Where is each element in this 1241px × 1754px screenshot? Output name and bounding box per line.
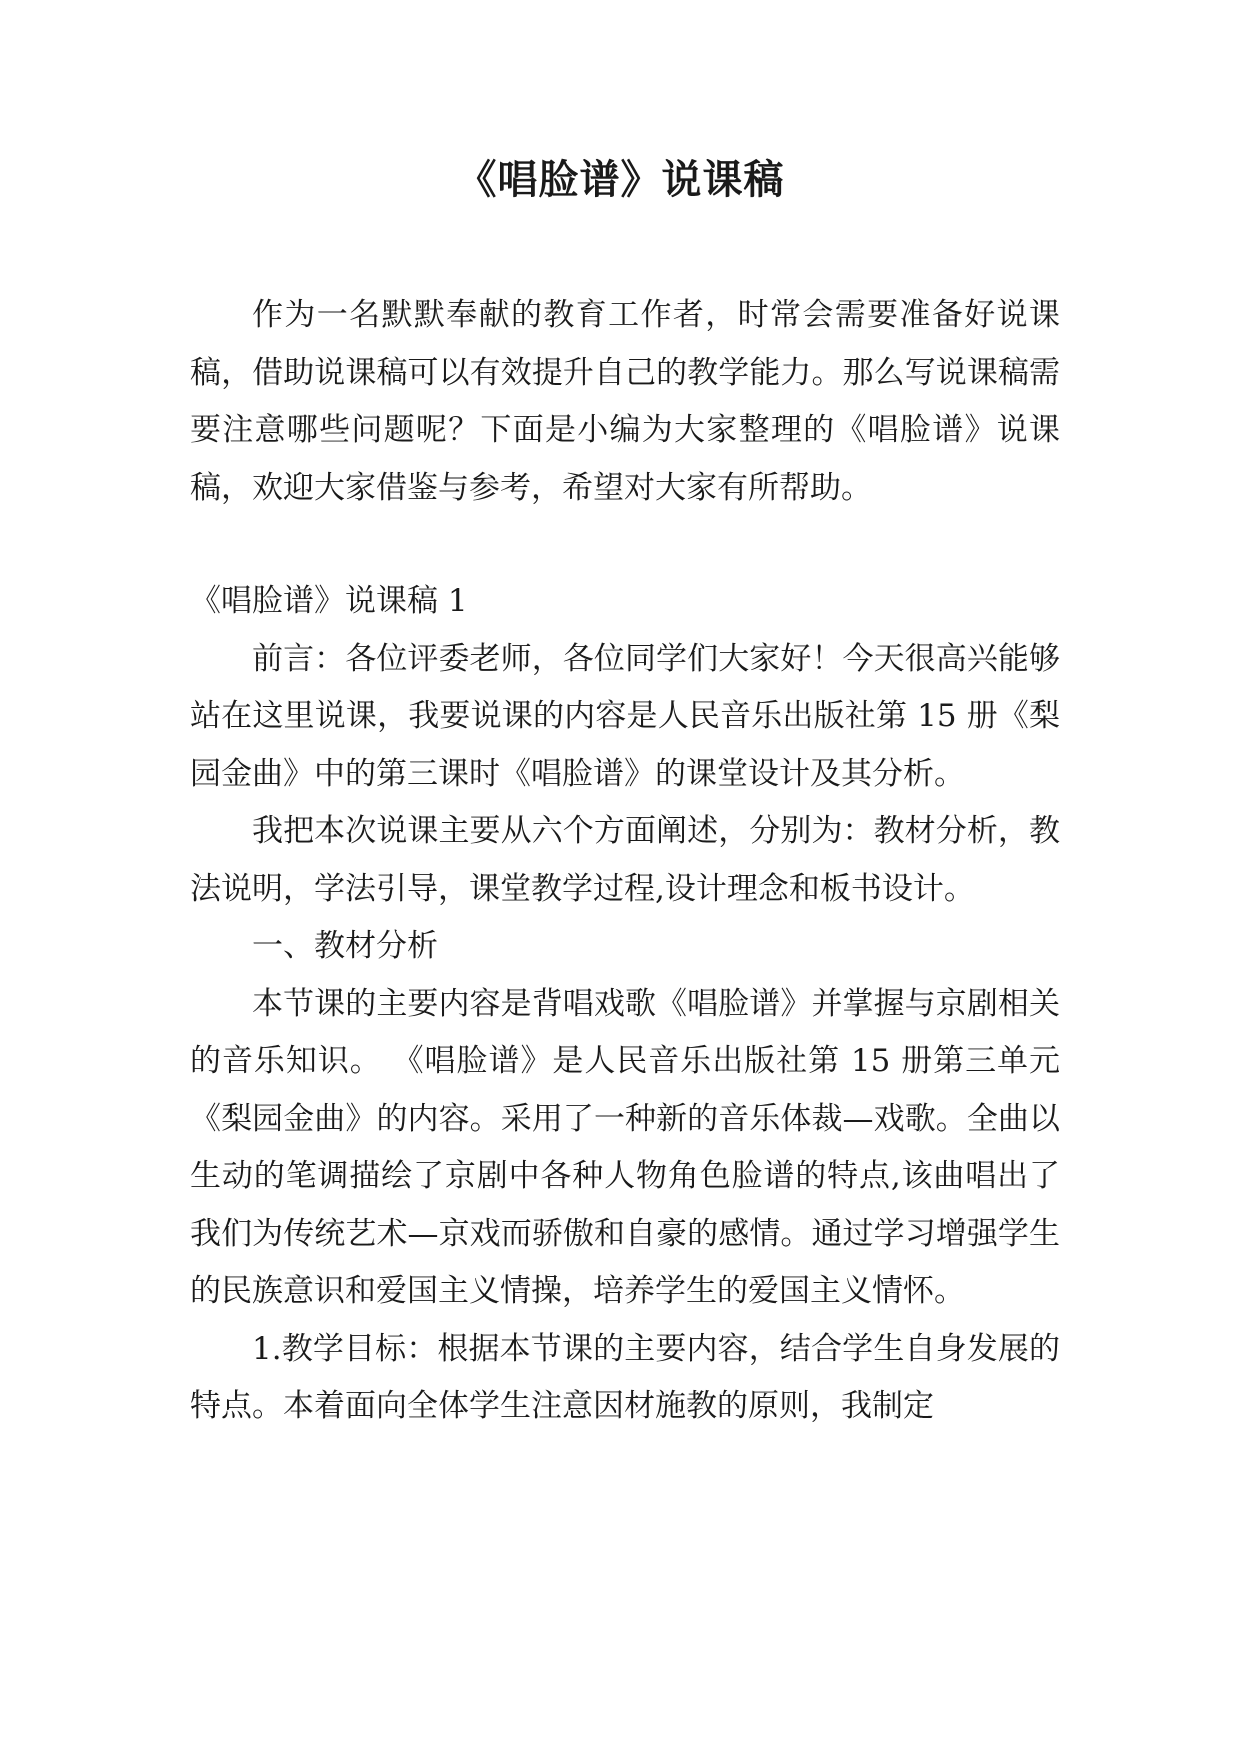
paragraph-analysis: 本节课的主要内容是背唱戏歌《唱脸谱》并掌握与京剧相关的音乐知识。 《唱脸谱》是人民音乐出版社第 15 册第三单元《梨园金曲》的内容。采用了一种新的音乐体裁—戏歌。全曲以生动的笔调描绘了京剧中各种人物角色脸谱的特点,该曲唱出了我们为传统艺术—京戏而骄傲和自豪的感情。通过学习增强学生的民族意识和爱国主义情操，培养学生的爱国主义情怀。 xyxy=(190,985,1060,1309)
intro-paragraph: 作为一名默默奉献的教育工作者，时常会需要准备好说课稿，借助说课稿可以有效提升自己的教学能力。那么写说课稿需要注意哪些问题呢？下面是小编为大家整理的《唱脸谱》说课稿，欢迎大家借鉴与参考，希望对大家有所帮助。 xyxy=(190,297,1060,506)
paragraph-preface: 前言：各位评委老师，各位同学们大家好！今天很高兴能够站在这里说课，我要说课的内容是人民音乐出版社第 15 册《梨园金曲》中的第三课时《唱脸谱》的课堂设计及其分析。 xyxy=(190,640,1060,792)
document-title: 《唱脸谱》说课稿 xyxy=(456,156,785,203)
spacer xyxy=(190,517,1060,573)
section-heading: 《唱脸谱》说课稿 1 xyxy=(190,583,468,619)
paragraph-objectives: 1.教学目标：根据本节课的主要内容，结合学生自身发展的特点。本着面向全体学生注意因材施教的原则，我制定 xyxy=(190,1330,1060,1424)
paragraph-outline: 我把本次说课主要从六个方面阐述，分别为：教材分析，教法说明，学法引导，课堂教学过程,设计理念和板书设计。 xyxy=(190,813,1060,907)
paragraph-heading-analysis: 一、教材分析 xyxy=(252,928,438,964)
document-body xyxy=(190,287,1060,1436)
